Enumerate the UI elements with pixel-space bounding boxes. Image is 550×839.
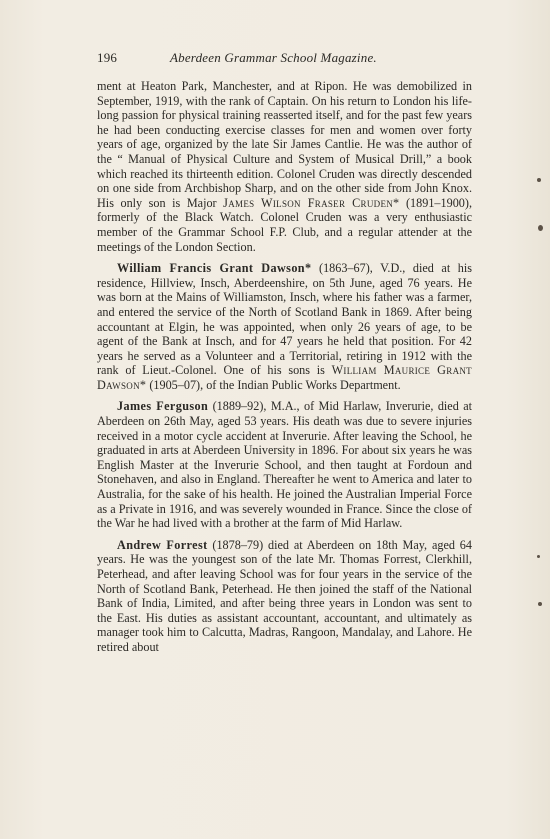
- son-name: William Maurice Grant Dawson*: [97, 363, 472, 392]
- margin-speck: [538, 602, 542, 606]
- paragraph-cruden-continued: [97, 79, 472, 254]
- article-body: [97, 79, 472, 662]
- margin-speck: [538, 225, 543, 231]
- margin-speck: [537, 555, 540, 558]
- paragraph-ferguson: [97, 399, 472, 530]
- obituary-name: James Ferguson: [117, 399, 209, 414]
- text-segment: (1878–79) died at Aberdeen on 18th May, aged 64 years. He was the youngest son of the late Mr. Thomas Forrest, Clerkhill, Peterhead, and after leaving School was for four years in the service of the North of Scotland Bank, Peterhead. He then joined the staff of the National Bank of India, Limited, and after being three years in London was sent to the East. His duties as assistant accountant, accountant, and ultimately as manager took him to Calcutta, Madras, Rangoon, Mandalay, and Lahore. He retired about: [97, 537, 472, 654]
- page-header: [97, 50, 457, 66]
- obituary-name: Andrew Forrest: [117, 537, 208, 552]
- paragraph-forrest: [97, 538, 472, 655]
- son-name: James Wilson Fraser Cruden*: [223, 195, 400, 210]
- running-title: Aberdeen Grammar School Magazine.: [170, 50, 377, 65]
- text-segment: (1889–92), M.A., of Mid Harlaw, Inverurie, died at Aberdeen on 26th May, aged 53 years. His death was due to severe injuries received in a motor cycle accident at Inverurie. After leaving the School, he graduated in arts at Aberdeen University in 1896. For about six years he was English Master at the Inverurie School, and then taught at Fordoun and Stonehaven, and also in England. Thereafter he went to America and later to Australia, for the sake of his health. He joined the Australian Imperial Force as a Private in 1916, and was severely wounded in France. Since the close of the War he had lived with a brother at the farm of Mid Harlaw.: [97, 399, 472, 531]
- text-segment: ment at Heaton Park, Manchester, and at Ripon. He was demobilized in September, 1919, with the rank of Captain. On his return to London his life-long passion for physical training reasserted itself, and for the past few years he had been conducting exercise classes for men and women over forty years of age, organized by the late Sir James Cantlie. He was the author of the “ Manual of Physical Culture and System of Musical Drill,” a book which reached its thirteenth edition. Colonel Cruden was directly descended on one side from Archbishop Sharp, and on the other side from John Knox. His only son is Major: [97, 79, 472, 210]
- margin-speck: [537, 178, 541, 182]
- text-segment: (1905–07), of the Indian Public Works Department.: [146, 377, 401, 392]
- paragraph-dawson: [97, 261, 472, 392]
- text-segment: (1863–67), V.D., died at his residence, Hillview, Insch, Aberdeenshire, on 5th June, aged 76 years. He was born at the Mains of Williamston, Insch, where his father was a farmer, and entered the service of the North of Scotland Bank in 1869. After being accountant at Elgin, he was appointed, when only 26 years of age, to be agent of the Bank at Insch, and for 47 years he held that position. For 42 years he served as a Volunteer and a Territorial, retiring in 1912 with the rank of Lieut.-Colonel. One of his sons is: [97, 261, 472, 378]
- page-number: 196: [97, 50, 118, 65]
- obituary-name: William Francis Grant Dawson*: [117, 261, 312, 276]
- text-segment: (1891–1900), formerly of the Black Watch. Colonel Cruden was a very enthusiastic member of the Grammar School F.P. Club, and a regular attender at the meetings of the London Section.: [97, 195, 473, 254]
